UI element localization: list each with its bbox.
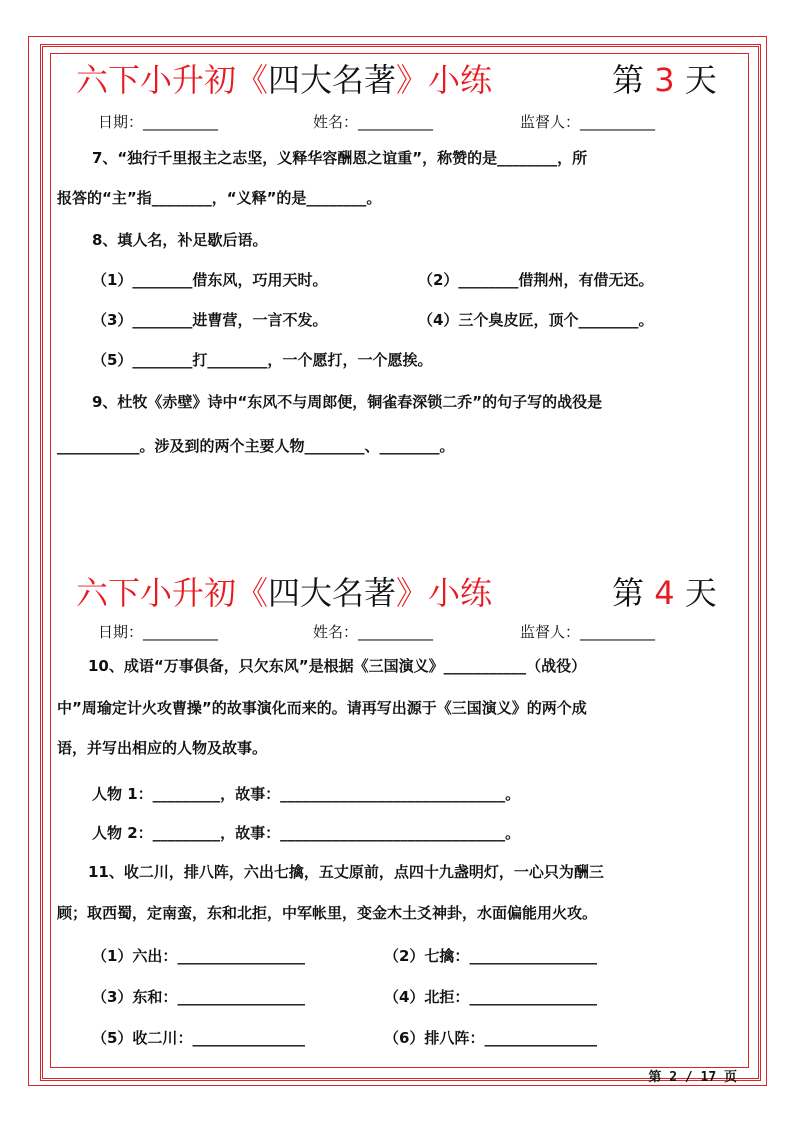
question-10-line2: 中”周瑜定计火攻曹操”的故事演化而来的。请再写出源于《三国演义》的两个成 <box>57 699 587 717</box>
supervisor-field[interactable]: 监督人：__________ <box>520 113 656 131</box>
date-field[interactable]: 日期：__________ <box>98 113 219 131</box>
question-7-line1: 7、“独行千里报主之志坚，义释华容酬恩之谊重”，称赞的是________，所 <box>92 149 588 167</box>
title-part: 四大名著 <box>268 61 397 99</box>
question-11-item-5[interactable]: （5）收二川：_______________ <box>92 1029 305 1047</box>
day-suffix: 天 <box>674 61 717 99</box>
title-part: 》小练 <box>396 61 493 99</box>
practice-title <box>76 573 492 613</box>
question-11-item-1[interactable]: （1）六出：_________________ <box>92 947 305 965</box>
day-number: 3 <box>654 61 675 99</box>
question-8-item-1: （1）________借东风，巧用天时。 <box>92 271 328 289</box>
day-prefix: 第 <box>612 61 655 99</box>
day-label <box>612 573 717 613</box>
supervisor-field[interactable]: 监督人：__________ <box>520 623 656 641</box>
person-2-field[interactable]: 人物 2：_________，故事：______________________________。 <box>92 824 521 842</box>
question-8-item-2: （2）________借荆州，有借无还。 <box>418 271 654 289</box>
question-11-item-2[interactable]: （2）七擒：_________________ <box>384 947 597 965</box>
title-part: 》小练 <box>396 574 493 612</box>
date-field[interactable]: 日期：__________ <box>98 623 219 641</box>
person-1-field[interactable]: 人物 1：_________，故事：______________________________。 <box>92 785 521 803</box>
question-11-item-6[interactable]: （6）排八阵：_______________ <box>384 1029 597 1047</box>
question-11-line1: 11、收二川，排八阵，六出七擒，五丈原前，点四十九盏明灯，一心只为酬三 <box>88 863 604 881</box>
question-9-line1: 9、杜牧《赤壁》诗中“东风不与周郎便，铜雀春深锁二乔”的句子写的战役是 <box>92 393 603 411</box>
question-8: 8、填人名，补足歇后语。 <box>92 231 268 249</box>
day-suffix: 天 <box>674 574 717 612</box>
question-10-line1: 10、成语“万事俱备，只欠东风”是根据《三国演义》___________（战役） <box>88 657 587 675</box>
question-9-line2: ___________。涉及到的两个主要人物________、________。 <box>57 437 455 455</box>
title-part: 六下小升初《 <box>76 574 269 612</box>
name-field[interactable]: 姓名：__________ <box>313 623 434 641</box>
title-part: 四大名著 <box>268 574 397 612</box>
day-number: 4 <box>654 574 675 612</box>
question-11-line2: 顾；取西蜀，定南蛮，东和北拒，中军帐里，变金木土爻神卦，水面偏能用火攻。 <box>57 904 598 922</box>
practice-title <box>76 60 492 100</box>
title-part: 六下小升初《 <box>76 61 269 99</box>
page-number: 第 2 / 17 页 <box>648 1070 737 1085</box>
question-8-item-3: （3）________进曹营，一言不发。 <box>92 311 328 329</box>
question-7-line2: 报答的“主”指________，“义释”的是________。 <box>57 189 382 207</box>
question-11-item-4[interactable]: （4）北拒：_________________ <box>384 988 597 1006</box>
question-10-line3: 语，并写出相应的人物及故事。 <box>57 739 268 757</box>
name-field[interactable]: 姓名：__________ <box>313 113 434 131</box>
day-prefix: 第 <box>612 574 655 612</box>
question-11-item-3[interactable]: （3）东和：_________________ <box>92 988 305 1006</box>
day-label <box>612 60 717 100</box>
question-8-item-4: （4）三个臭皮匠，顶个________。 <box>418 311 654 329</box>
question-8-item-5: （5）________打________，一个愿打，一个愿挨。 <box>92 351 433 369</box>
